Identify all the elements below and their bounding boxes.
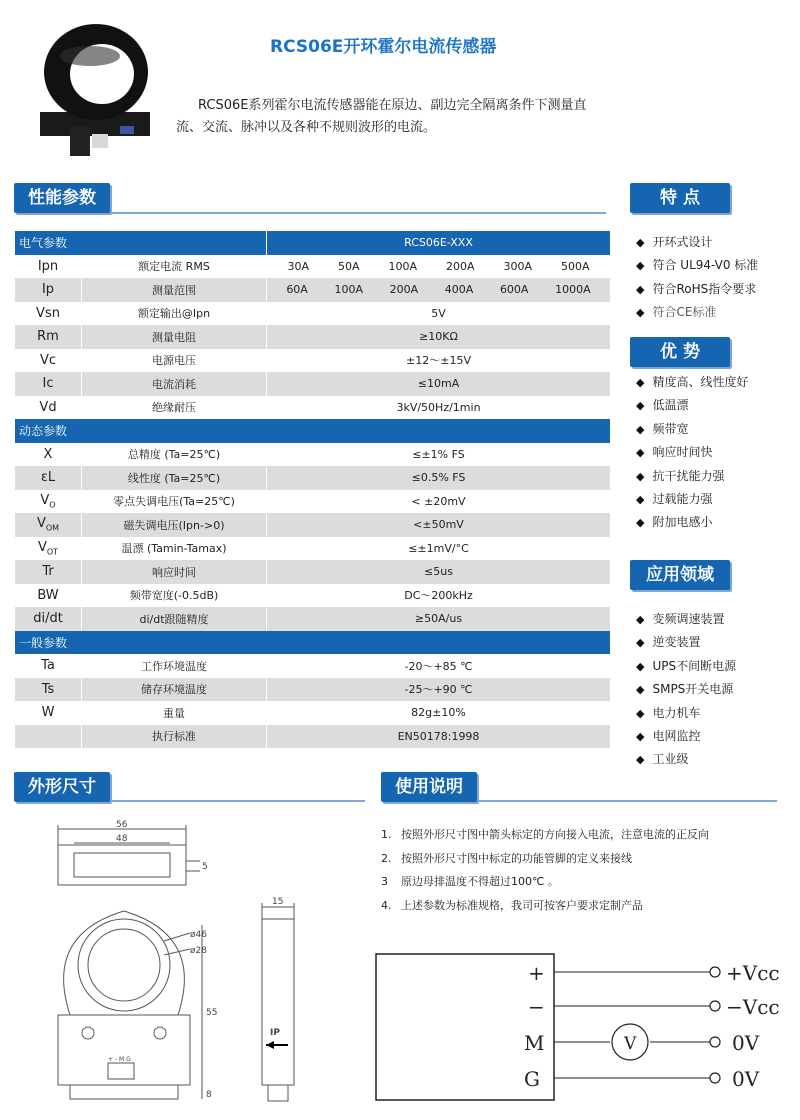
table-row: [15, 302, 611, 326]
param-name: 额定输出@Ipn: [82, 302, 267, 326]
symbol: $V_{OT}$: [15, 537, 82, 561]
section-label: 电气参数: [15, 231, 267, 255]
usage-list: [381, 823, 709, 917]
ip-label: IP: [270, 1028, 280, 1038]
table-row: [15, 255, 611, 279]
symbol: BW: [15, 584, 82, 608]
table-row: [15, 372, 611, 396]
table-section-row: [15, 419, 611, 443]
param-name: 零点失调电压(Ta=25℃): [82, 490, 267, 514]
symbol: Tr: [15, 560, 82, 584]
param-name: 执行标准: [82, 725, 267, 749]
param-value: DC～200kHz: [267, 584, 611, 608]
param-name: 测量范围: [82, 278, 267, 302]
list-item: ◆ UPS不间断电源: [636, 655, 736, 678]
symbol: $V_{OM}$: [15, 513, 82, 537]
pin-label: −: [528, 995, 545, 1019]
param-value: -25～+90 ℃: [267, 678, 611, 702]
dimension-drawing: [14, 815, 369, 1115]
list-item: ◆ 频带宽: [636, 418, 748, 441]
list-item: ◆ 符合 UL94-V0 标准: [636, 254, 758, 277]
param-value: ≤0.5% FS: [267, 466, 611, 490]
list-item: ◆ 逆变装置: [636, 631, 736, 654]
symbol: Ts: [15, 678, 82, 702]
param-value: ±12～±15V: [267, 349, 611, 373]
table-row: [15, 396, 611, 420]
section-label: 动态参数: [15, 419, 611, 443]
connector-label: + - M G: [108, 1056, 131, 1063]
list-item: ◆ 工业级: [636, 748, 736, 771]
symbol: W: [15, 701, 82, 725]
table-row: [15, 513, 611, 537]
value: 200A: [389, 283, 419, 297]
usage-header: 使用说明: [381, 772, 477, 802]
list-item: ◆ 响应时间快: [636, 441, 748, 464]
pin-label: M: [524, 1031, 545, 1055]
arrow-icon: [266, 1041, 274, 1049]
param-value: ≤5us: [267, 560, 611, 584]
param-value: ≤±1mV/°C: [267, 537, 611, 561]
value: 600A: [499, 283, 529, 297]
param-value: ≥50A/us: [267, 607, 611, 631]
table-row: [15, 349, 611, 373]
param-value: -20～+85 ℃: [267, 654, 611, 678]
value: 1000A: [555, 283, 591, 297]
value: 50A: [337, 259, 360, 273]
page-title: RCS06E开环霍尔电流传感器: [270, 37, 497, 57]
param-name: 温漂 (Tamin-Tamax): [82, 537, 267, 561]
terminal-icon: [710, 1073, 720, 1083]
section-label: 一般参数: [15, 631, 611, 655]
dim-label: ø46: [190, 930, 207, 940]
value: 30A: [287, 259, 310, 273]
param-value: ≥10KΩ: [267, 325, 611, 349]
param-name: 电流消耗: [82, 372, 267, 396]
product-photo: [30, 16, 160, 164]
table-row: [15, 725, 611, 749]
param-value: ≤±1% FS: [267, 443, 611, 467]
dimensions-header: 外形尺寸: [14, 772, 110, 802]
list-item: 3 原边母排温度不得超过100℃ 。: [381, 875, 559, 888]
table-row: [15, 466, 611, 490]
dim-label: 8: [206, 1090, 212, 1100]
output-label: 0V: [732, 1031, 760, 1055]
symbol: X: [15, 443, 82, 467]
value: 100A: [388, 259, 418, 273]
terminal-icon: [710, 967, 720, 977]
performance-header: 性能参数: [14, 183, 110, 213]
dim-label: 56: [116, 820, 128, 830]
dim-label: ø28: [190, 946, 207, 956]
param-values: [267, 255, 611, 279]
pin-label: +: [528, 961, 545, 985]
param-name: 工作环境温度: [82, 654, 267, 678]
dim-label: 5: [202, 862, 208, 872]
list-item: ◆ 抗干扰能力强: [636, 465, 748, 488]
applications-list: [636, 608, 736, 772]
value: 500A: [560, 259, 590, 273]
value: 200A: [445, 259, 475, 273]
list-item: 4. 上述参数为标准规格，我司可按客户要求定制产品: [381, 898, 643, 912]
symbol: Vc: [15, 349, 82, 373]
param-name: 储存环境温度: [82, 678, 267, 702]
param-name: 重量: [82, 701, 267, 725]
value: 400A: [444, 283, 474, 297]
param-value: 3kV/50Hz/1min: [267, 396, 611, 420]
symbol: $V_O$: [15, 490, 82, 514]
param-values: [267, 278, 611, 302]
list-item: ◆ 精度高、线性度好: [636, 371, 748, 394]
table-row: [15, 701, 611, 725]
table-row: [15, 584, 611, 608]
symbol: Rm: [15, 325, 82, 349]
dim-label: 55: [206, 1008, 218, 1018]
param-value: 82g±10%: [267, 701, 611, 725]
symbol: Vd: [15, 396, 82, 420]
advantages-header: 优 势: [630, 337, 730, 367]
param-name: 额定电流 RMS: [82, 255, 267, 279]
output-label: +Vcc: [726, 961, 780, 985]
table-row: [15, 678, 611, 702]
table-row: [15, 325, 611, 349]
param-value: ≤10mA: [267, 372, 611, 396]
output-label: −Vcc: [726, 995, 780, 1019]
dim-label: 15: [272, 897, 284, 907]
list-item: 1. 按照外形尺寸图中箭头标定的方向接入电流，注意电流的正反向: [381, 828, 709, 841]
list-item: ◆ 变频调速装置: [636, 608, 736, 631]
wiring-diagram: [370, 940, 790, 1110]
advantages-list: [636, 371, 748, 535]
list-item: ◆ 开环式设计: [636, 231, 758, 254]
symbol: Ta: [15, 654, 82, 678]
param-name: 总精度 (Ta=25℃): [82, 443, 267, 467]
param-value: <±50mV: [267, 513, 611, 537]
list-item: ◆ 符合CE标准: [636, 301, 758, 324]
param-name: 频带宽度(-0.5dB): [82, 584, 267, 608]
terminal-icon: [710, 1037, 720, 1047]
param-value: < ±20mV: [267, 490, 611, 514]
table-row: [15, 607, 611, 631]
list-item: ◆ 符合RoHS指令要求: [636, 278, 758, 301]
param-value: 5V: [267, 302, 611, 326]
divider: [110, 212, 606, 214]
applications-header: 应用领域: [630, 560, 730, 590]
output-label: 0V: [732, 1067, 760, 1091]
list-item: ◆ 附加电感小: [636, 511, 748, 534]
terminal-icon: [710, 1001, 720, 1011]
list-item: ◆ 电力机车: [636, 702, 736, 725]
table-row: [15, 560, 611, 584]
param-name: 响应时间: [82, 560, 267, 584]
pin-label: G: [524, 1067, 540, 1091]
symbol: Ipn: [15, 255, 82, 279]
list-item: ◆ 过载能力强: [636, 488, 748, 511]
symbol: Ip: [15, 278, 82, 302]
table-row: [15, 278, 611, 302]
value: 100A: [334, 283, 363, 297]
param-name: 电源电压: [82, 349, 267, 373]
param-name: 测量电阻: [82, 325, 267, 349]
features-list: [636, 231, 758, 325]
list-item: 2. 按照外形尺寸图中标定的功能管脚的定义来接线: [381, 851, 632, 865]
divider: [477, 800, 777, 802]
spec-table: [14, 231, 610, 748]
symbol: [15, 725, 82, 749]
value: 300A: [503, 259, 533, 273]
table-row: [15, 654, 611, 678]
param-name: 绝缘耐压: [82, 396, 267, 420]
features-header: 特 点: [630, 183, 730, 213]
list-item: ◆ SMPS开关电源: [636, 678, 736, 701]
param-name: di/dt跟随精度: [82, 607, 267, 631]
param-name: 磁失调电压(Ipn->0): [82, 513, 267, 537]
divider: [110, 800, 365, 802]
symbol: εL: [15, 466, 82, 490]
table-row: [15, 443, 611, 467]
symbol: Ic: [15, 372, 82, 396]
param-name: 线性度 (Ta=25℃): [82, 466, 267, 490]
list-item: ◆ 低温漂: [636, 394, 748, 417]
meter-label: V: [624, 1034, 637, 1054]
table-section-row: [15, 231, 611, 255]
symbol: Vsn: [15, 302, 82, 326]
intro-text: RCS06E系列霍尔电流传感器能在原边、副边完全隔离条件下测量直流、交流、脉冲以及各种不规则波形的电流。: [176, 98, 587, 135]
list-item: ◆ 电网监控: [636, 725, 736, 748]
param-value: EN50178:1998: [267, 725, 611, 749]
table-row: [15, 490, 611, 514]
table-section-row: [15, 631, 611, 655]
table-row: [15, 537, 611, 561]
dim-label: 48: [116, 834, 128, 844]
value: 60A: [286, 283, 308, 297]
model-label: RCS06E-XXX: [267, 231, 611, 255]
symbol: di/dt: [15, 607, 82, 631]
